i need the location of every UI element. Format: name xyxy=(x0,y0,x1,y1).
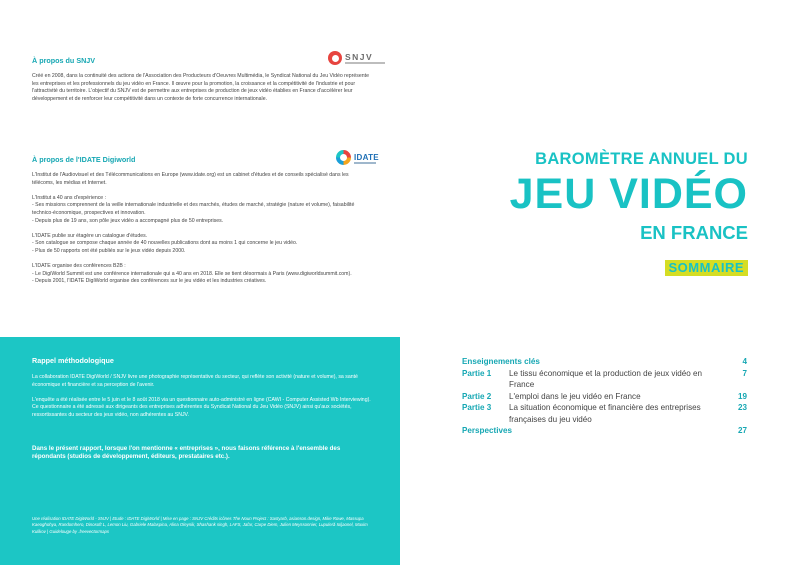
methodology-paragraph-1: La collaboration IDATE DigiWorld / SNJV livre une photographie représentative du secteur, qui reflète son activité (nature et volume), sa santé économique et financière et sa perception de l'avenir. xyxy=(32,374,358,388)
toc-text: L'emploi dans le jeu vidéo en France xyxy=(509,391,641,401)
toc-item-enseignements[interactable] xyxy=(462,356,747,368)
idate-p4-a: - Le DigiWorld Summit est une conférence internationale qui a 40 ans en 2018. Elle se tient désormais à Paris (www.digiworldsummit.com). xyxy=(32,270,352,277)
toc-page: 27 xyxy=(737,426,747,435)
idate-p4-b: - Depuis 2001, l'IDATE DigiWorld organise des conférences sur le jeu vidéo et les industries créatives. xyxy=(32,278,267,285)
toc-item-partie-3[interactable] xyxy=(462,402,747,425)
toc-page: 7 xyxy=(742,368,747,378)
toc-page: 4 xyxy=(742,357,747,366)
toc-item-partie-1[interactable] xyxy=(462,368,747,391)
methodology-paragraph-2: L'enquête a été réalisée entre le 5 juin et le 8 août 2018 via un questionnaire auto-administré en ligne (CAWI - Computer Assisted Wb Interviewing). Ce questionnaire a été adressé aux dirigeants des entreprises adhérentes du Syndicat National du Jeu Vidéo (SNJV) ainsi qu'aux sociétés, ressortissantes du secteur des jeux vidéo, non adhérentes au SNJV. xyxy=(32,396,371,418)
idate-paragraph-2 xyxy=(32,195,372,225)
idate-paragraph-1: L'Institut de l'Audiovisuel et des Télécommunications en Europe (www.idate.org) est un cabinet d'études et de conseils spécialisé dans les télécoms, les médias et Internet. xyxy=(32,172,349,186)
idate-p4-head: L'IDATE organise des conférences B2B : xyxy=(32,263,126,270)
toc-label: Perspectives xyxy=(462,426,512,435)
toc-text: Le tissu économique et la production de jeux vidéo en France xyxy=(509,368,703,389)
snjv-section-title: À propos du SNJV xyxy=(32,56,96,65)
title-line-1: BAROMÈTRE ANNUEL DU xyxy=(535,150,748,168)
snjv-body xyxy=(32,73,372,111)
toc-label: Partie 1 xyxy=(462,368,492,378)
idate-paragraph-3 xyxy=(32,233,372,256)
toc-label: Partie 2 xyxy=(462,391,492,401)
idate-p2-a: - Ses missions comprennent de la veille internationale industrielle et des marchés, études de marché, stratégie (nature et volume), faisabilité technico-économique, prospectives et innovation. xyxy=(32,202,355,216)
methodology-title: Rappel méthodologique xyxy=(32,356,114,365)
title-line-3: EN FRANCE xyxy=(640,222,748,243)
table-of-contents xyxy=(462,356,747,437)
snjv-logo-text: SNJV xyxy=(345,52,374,62)
sommaire-badge: SOMMAIRE xyxy=(665,260,749,276)
idate-p3-b: - Plus de 50 rapports ont été publiés sur le jeux vidéo depuis 2000. xyxy=(32,247,186,254)
idate-logo xyxy=(336,150,380,168)
toc-label: Partie 3 xyxy=(462,403,492,412)
methodology-body xyxy=(32,374,374,427)
toc-label: Enseignements clés xyxy=(462,357,540,366)
credits: Une réalisation IDATE DigiWorld - SNJV | Etude : IDATE DigiWorld | Mise en page : SNJV Crédits icônes The Noun Project : Sastyarb, asianson.design, Mike Rowe, Massupa Kaeoghohya, Randomhero, Dinosoft L, Lemon Liu, Gabriele Malaspina, Alina Oleynik, Shashank singh, LAFS, Jafar, Carpe Diem, Julien Meyssonnier, Lupuleră Ioljaonel, Maxim Kulikov | Guidelouge by .freevectormaps xyxy=(32,516,368,534)
idate-p2-b: - Depuis plus de 19 ans, son pôle jeux vidéo a accompagné plus de 50 entreprises. xyxy=(32,217,224,224)
snjv-logo xyxy=(328,51,386,67)
toc-page: 23 xyxy=(737,403,747,412)
idate-logo-icon xyxy=(336,150,351,165)
toc-text: La situation économique et financière des entreprises françaises du jeu vidéo xyxy=(509,403,701,424)
toc-item-perspectives[interactable] xyxy=(462,425,747,437)
snjv-logo-underline xyxy=(345,62,385,64)
idate-logo-text: IDATE xyxy=(354,153,379,162)
idate-p3-a: - Son catalogue se compose chaque année de 40 nouvelles publications dont au moins 1 qui concerne le jeu vidéo. xyxy=(32,240,298,247)
methodology-note: Dans le présent rapport, lorsque l'on mentionne « entreprises », nous faisons référence à l'ensemble des répondants (studios de développement, éditeurs, prestataires etc.). xyxy=(32,445,341,461)
idate-paragraph-4 xyxy=(32,263,372,286)
idate-section-title: À propos de l'IDATE Digiworld xyxy=(32,155,136,164)
idate-p3-head: L'IDATE publie sur étagère un catalogue d'études. xyxy=(32,232,148,239)
right-page xyxy=(400,0,800,565)
idate-body xyxy=(32,172,372,286)
toc-page: 19 xyxy=(737,391,747,401)
snjv-paragraph: Créé en 2008, dans la continuité des actions de l'Association des Producteurs d'Oeuvres Multimédia, le Syndicat National du Jeu Vidéo représente les entreprises et les professionnels du jeu vidéo en France. Il œuvre pour la promotion, la croissance et la compétitivité de l'industrie et pour l'attractivité du territoire. L'objectif du SNJV est de permettre aux entreprises de production de jeux vidéo établies en France d'accélérer leur développement et de renforcer leur compétitivité dans un contexte de forte concurrence internationale. xyxy=(32,73,369,102)
idate-logo-underline xyxy=(354,162,376,164)
idate-p2-head: L'Institut a 40 ans d'expérience : xyxy=(32,194,107,201)
title-line-2: JEU VIDÉO xyxy=(509,170,748,218)
toc-item-partie-2[interactable] xyxy=(462,391,747,403)
snjv-logo-icon xyxy=(328,51,342,65)
